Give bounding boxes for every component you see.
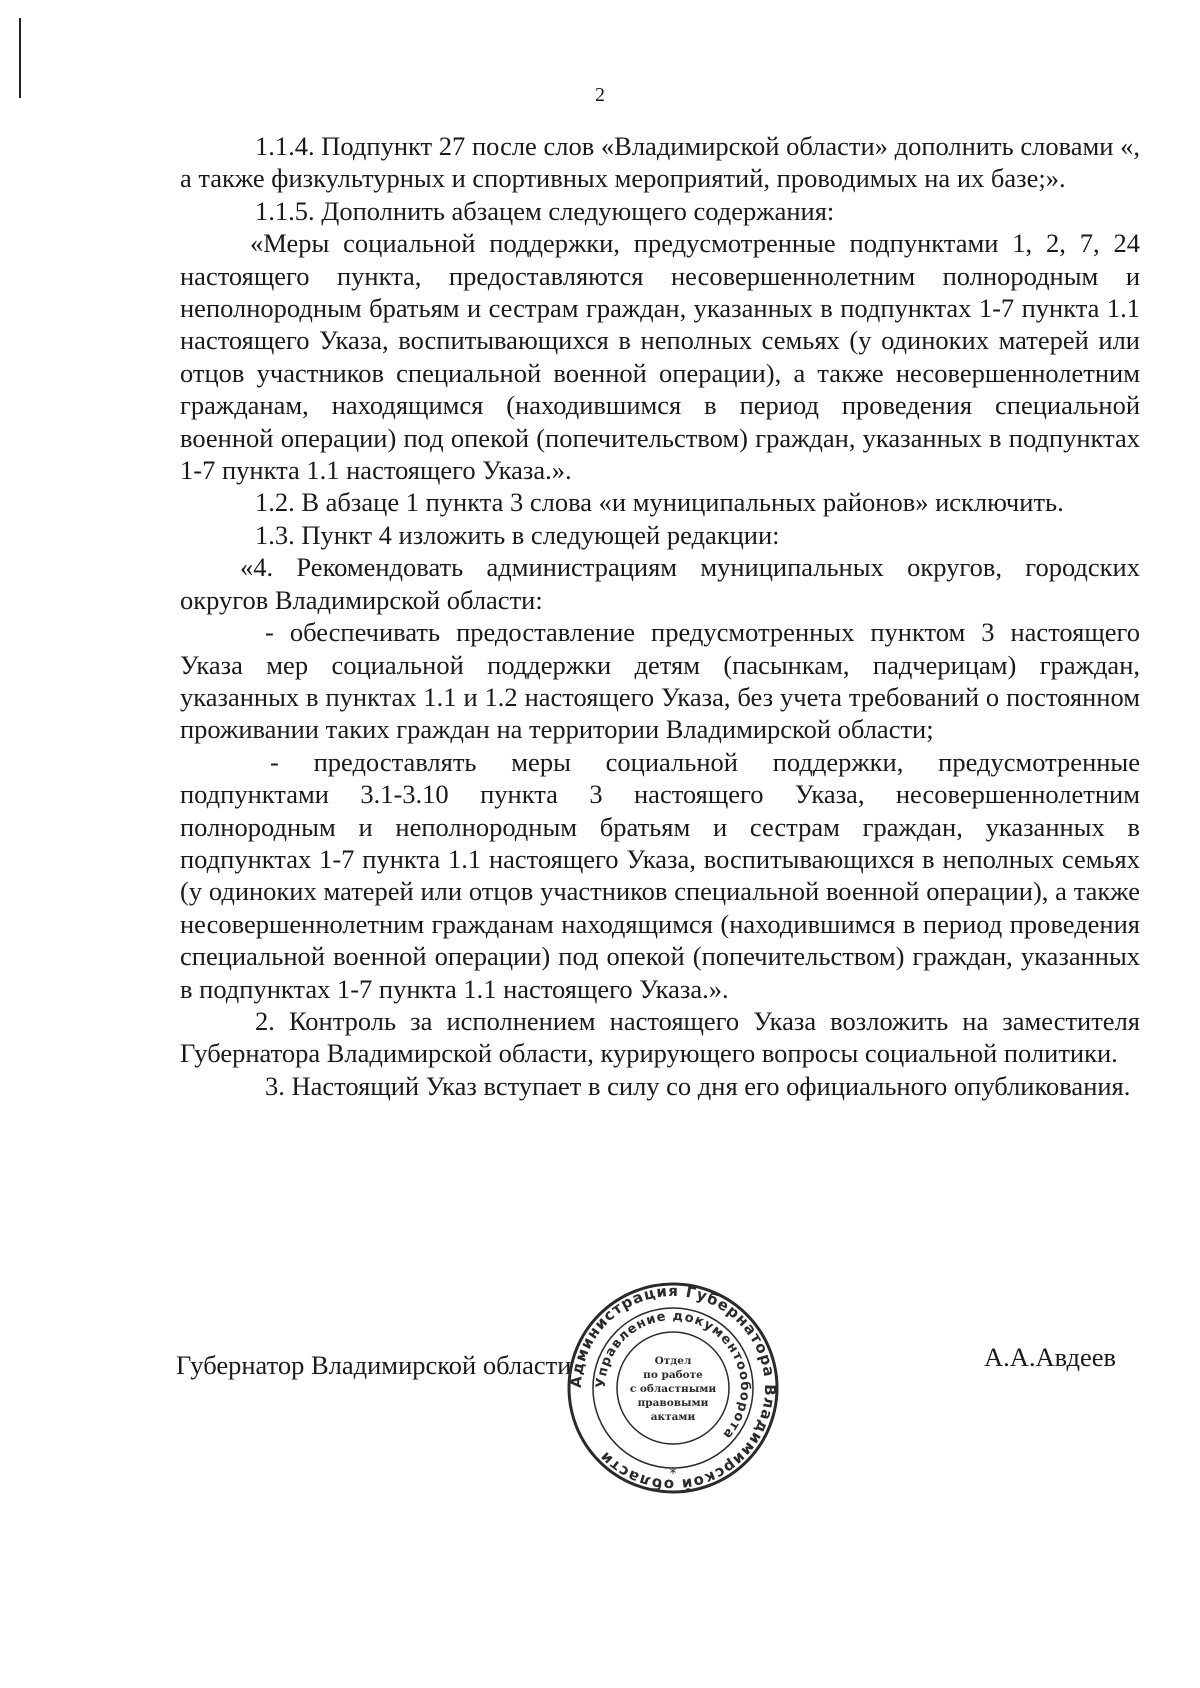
paragraph-1-1-4: 1.1.4. Подпункт 27 после слов «Владимирской области» дополнить словами «, а также физкультурных и спортивных мероприятий, проводимых на их базе;». bbox=[180, 131, 1140, 194]
stamp-outer-text: Администрация Губернатора Владимирской области bbox=[566, 1281, 780, 1495]
paragraph-1-3: 1.3. Пункт 4 изложить в следующей редакции: bbox=[255, 519, 780, 550]
stamp-center-line-3: с областными bbox=[629, 1383, 717, 1395]
paragraph-1-2: 1.2. В абзаце 1 пункта 3 слова «и муниципальных районов» исключить. bbox=[255, 487, 1064, 518]
stamp-inner-ring-text: Управление документооборота bbox=[593, 1308, 753, 1443]
stamp-center-text bbox=[630, 1355, 716, 1423]
paragraph-quote-measures: «Меры социальной поддержки, предусмотренные подпунктами 1, 2, 7, 24 настоящего пункта, предоставляются несовершеннолетним полнородным и неполнородным братьям и сестрам граждан, указанных в подпунктах 1-7 пункта 1.1 настоящего Указа, воспитывающихся в неполных семьях (у одиноких матерей или отцов участников специальной военной операции), а также несовершеннолетним гражданам, находящимся (находившимся в период проведения специальной военной операции) под опекой (попечительством) граждан, указанных в подпунктах 1-7 пункта 1.1 настоящего Указа.». bbox=[180, 228, 1140, 486]
stamp-center-line-2: по работе bbox=[643, 1369, 703, 1381]
stamp-center-line-1: Отдел bbox=[654, 1355, 692, 1367]
paragraph-2-control: 2. Контроль за исполнением настоящего Указа возложить на заместителя Губернатора Владимирской области, курирующего вопросы социальной политики. bbox=[180, 1005, 1140, 1069]
signature-title: Губернатор Владимирской области bbox=[176, 1350, 572, 1380]
stamp-seal-graphic bbox=[563, 1278, 783, 1498]
stamp-center-line-4: правовыми bbox=[637, 1397, 709, 1409]
stamp-center-line-5: актами bbox=[650, 1411, 696, 1423]
stamp-star: * bbox=[669, 1466, 677, 1482]
paragraph-bullet-provide-support: - обеспечивать предоставление предусмотренных пунктом 3 настоящего Указа мер социальной поддержки детям (пасынкам, падчерицам) граждан, указанных в пунктах 1.1 и 1.2 настоящего Указа, без учета требований о постоянном проживании таких граждан на территории Владимирской области; bbox=[180, 617, 1140, 745]
paragraph-bullet-measures-siblings: - предоставлять меры социальной поддержки, предусмотренные подпунктами 3.1-3.10 пункта 3 настоящего Указа, несовершеннолетним полнородным и неполнородным братьям и сестрам граждан, указанных в подпунктах 1-7 пункта 1.1 настоящего Указа, воспитывающихся в неполных семьях (у одиноких матерей или отцов участников специальной военной операции), а также несовершеннолетним гражданам находящимся (находившимся в период проведения специальной военной операции) под опекой (попечительством) граждан, указанных в подпунктах 1-7 пункта 1.1 настоящего Указа.». bbox=[180, 746, 1140, 1004]
paragraph-3-effective: 3. Настоящий Указ вступает в силу со дня его официального опубликования. bbox=[265, 1070, 1131, 1101]
paragraph-point-4: «4. Рекомендовать администрациям муниципальных округов, городских округов Владимирской области: bbox=[180, 552, 1140, 615]
official-stamp bbox=[563, 1278, 783, 1498]
document-body bbox=[180, 130, 1140, 1102]
paragraph-1-1-5: 1.1.5. Дополнить абзацем следующего содержания: bbox=[255, 195, 835, 226]
signature-name: А.А.Авдеев bbox=[983, 1342, 1116, 1372]
page-number: 2 bbox=[595, 84, 605, 106]
